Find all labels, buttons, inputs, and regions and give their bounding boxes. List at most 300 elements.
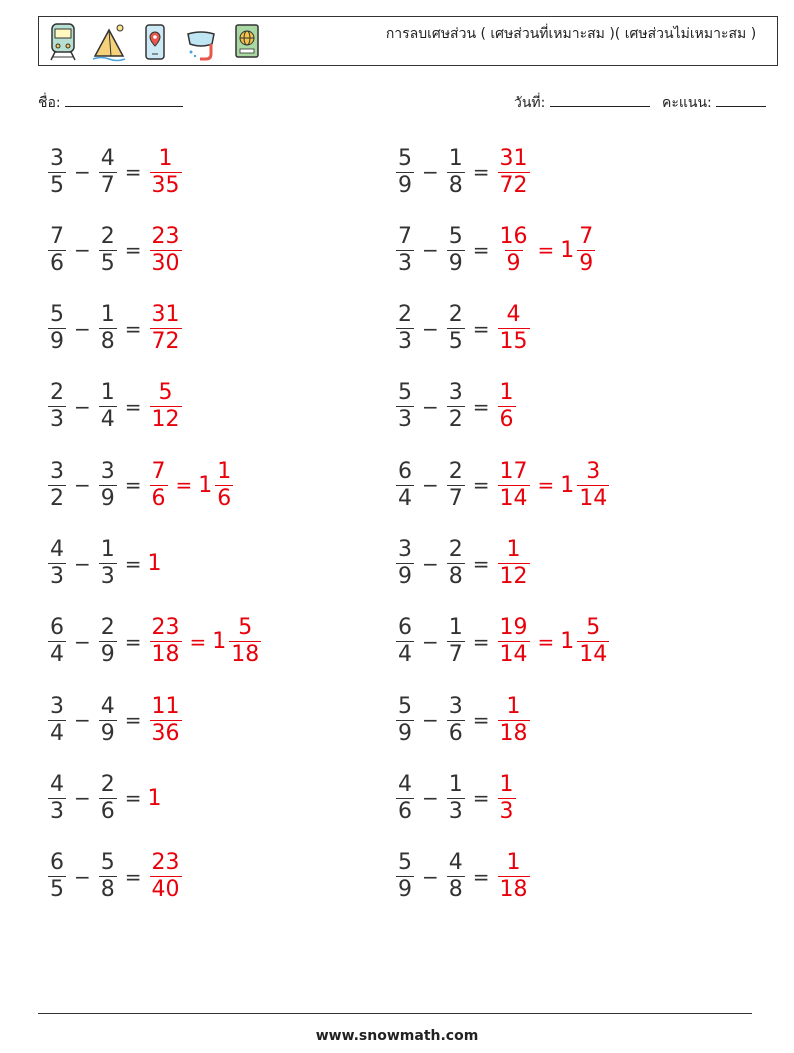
minus-sign: −: [74, 786, 91, 811]
mixed-whole: 1: [560, 237, 575, 263]
fraction-b-denominator: 2: [448, 407, 463, 433]
fraction-b-denominator: 3: [100, 564, 115, 589]
fraction-a-numerator: 3: [50, 693, 64, 719]
problem-item: [394, 377, 518, 437]
fraction-b-numerator: 4: [100, 145, 115, 171]
fraction-b: [99, 694, 117, 747]
fraction-a-denominator: 3: [50, 407, 64, 433]
equals-sign: =: [189, 629, 207, 654]
fraction-b: [447, 615, 465, 668]
answer-fraction: [150, 459, 168, 512]
problem-item: [46, 847, 184, 907]
name-line[interactable]: [65, 92, 183, 107]
fraction-a: [48, 850, 66, 903]
fraction-a: [396, 459, 414, 512]
minus-sign: −: [422, 316, 439, 341]
fraction-b-denominator: 9: [448, 250, 463, 276]
answer-fraction: [498, 850, 530, 903]
fraction-b-denominator: 9: [100, 485, 115, 511]
answer: [148, 786, 163, 811]
fraction-b: [447, 459, 465, 512]
fraction-b: [99, 302, 117, 355]
answer-fraction: [150, 302, 182, 355]
minus-sign: −: [74, 394, 91, 419]
answer-fraction-numerator: 31: [499, 145, 528, 171]
fraction-a-numerator: 7: [50, 223, 64, 249]
minus-sign: −: [422, 394, 439, 419]
fraction-a-numerator: 6: [398, 458, 412, 484]
fraction-b: [447, 850, 465, 903]
fraction-a-numerator: 4: [50, 771, 64, 797]
minus-sign: −: [422, 473, 439, 498]
answer: [496, 302, 532, 355]
name-field: [38, 92, 183, 114]
problem-item: [46, 299, 184, 359]
mixed-whole: 1: [212, 629, 227, 655]
fraction-b-denominator: 7: [448, 642, 463, 668]
equals-sign: =: [472, 473, 490, 498]
answer-fraction-numerator: 4: [506, 302, 521, 328]
fraction-a-denominator: 4: [398, 642, 412, 668]
problem-item: [394, 847, 532, 907]
fraction-a: [396, 772, 414, 825]
problem-item: [46, 142, 184, 202]
date-label: วันที่:: [514, 95, 546, 111]
problem-item: [46, 455, 235, 515]
fraction-a: [48, 224, 66, 277]
mixed-whole: 1: [560, 629, 575, 655]
answer-fraction: [498, 380, 516, 433]
fraction-a-numerator: 4: [398, 771, 412, 797]
equals-sign: =: [472, 160, 490, 184]
date-field: [514, 92, 650, 114]
passport-icon: [231, 22, 263, 62]
minus-sign: −: [74, 473, 91, 498]
fraction-b-numerator: 3: [100, 458, 115, 484]
answer-fraction-numerator: 23: [151, 223, 180, 249]
fraction-b: [99, 459, 117, 512]
fraction-a-numerator: 2: [50, 380, 64, 406]
header-box: [38, 16, 778, 66]
equals-sign: =: [124, 473, 142, 498]
fraction-b: [99, 224, 117, 277]
fraction-a-denominator: 5: [50, 877, 64, 903]
fraction-b: [99, 380, 117, 433]
answer: [148, 224, 184, 277]
answer-fraction-denominator: 12: [499, 564, 528, 589]
answer-fraction: [498, 459, 530, 512]
answer: [496, 694, 532, 747]
problem-item: [394, 534, 532, 594]
phone-map-icon: [139, 22, 171, 62]
equals-sign: =: [124, 708, 142, 733]
answer: [496, 459, 612, 512]
equals-sign: =: [472, 316, 490, 341]
fraction-a-denominator: 6: [50, 250, 64, 276]
problem-item: [394, 768, 518, 828]
fraction-b-numerator: 4: [448, 850, 463, 876]
score-label: คะแนน:: [662, 95, 712, 111]
problem-item: [46, 220, 184, 280]
pyramid-icon: [91, 22, 127, 62]
fraction-a: [48, 694, 66, 747]
mixed-fraction: [229, 615, 261, 668]
answer-fraction-numerator: 11: [151, 693, 180, 719]
mixed-fraction: [577, 224, 595, 277]
fraction-a: [396, 615, 414, 668]
fraction-b-numerator: 1: [448, 771, 463, 797]
fraction-a-numerator: 6: [50, 850, 64, 876]
footer-url[interactable]: www.snowmath.com: [315, 1028, 479, 1044]
fraction-b-denominator: 8: [448, 877, 463, 903]
answer-fraction-denominator: 36: [151, 720, 180, 746]
fraction-b-numerator: 2: [448, 537, 463, 562]
fraction-a-denominator: 3: [398, 250, 412, 276]
answer-fraction: [498, 224, 530, 277]
fraction-a-numerator: 5: [398, 850, 412, 876]
answer-fraction-numerator: 16: [499, 223, 528, 249]
fraction-b-numerator: 5: [448, 223, 463, 249]
minus-sign: −: [74, 864, 91, 889]
mixed-denominator: 18: [231, 642, 260, 668]
answer-fraction-denominator: 18: [499, 720, 528, 746]
answer: [148, 380, 184, 433]
fraction-b: [447, 694, 465, 747]
answer: [148, 146, 184, 199]
fraction-b-denominator: 6: [100, 798, 115, 824]
fraction-b: [447, 537, 465, 590]
mixed-numerator: 7: [579, 223, 594, 249]
fraction-b: [99, 850, 117, 903]
problem-item: [394, 142, 532, 202]
problem-item: [46, 612, 263, 672]
footer-divider: [38, 1013, 752, 1014]
answer: [496, 380, 518, 433]
answer: [496, 146, 532, 199]
fraction-b-numerator: 1: [100, 537, 115, 562]
mixed-whole: 1: [560, 472, 575, 498]
equals-sign: =: [124, 316, 142, 341]
date-line[interactable]: [550, 92, 650, 107]
fraction-a-numerator: 3: [398, 537, 412, 562]
fraction-b-numerator: 1: [100, 380, 115, 406]
fraction-a-denominator: 3: [398, 329, 412, 355]
answer-whole: 1: [147, 551, 162, 576]
answer-fraction-numerator: 7: [151, 458, 166, 484]
fraction-a-numerator: 7: [398, 223, 412, 249]
fraction-a: [48, 459, 66, 512]
equals-sign: =: [472, 551, 490, 576]
mixed-numerator: 3: [586, 458, 601, 484]
mixed-whole: 1: [198, 472, 213, 498]
minus-sign: −: [74, 238, 91, 263]
fraction-a: [48, 146, 66, 199]
answer-fraction-numerator: 1: [499, 380, 514, 406]
equals-sign: =: [537, 629, 555, 654]
fraction-a-denominator: 9: [50, 329, 64, 355]
answer-whole: 1: [147, 785, 162, 811]
answer-fraction-numerator: 23: [151, 850, 180, 876]
fraction-a-numerator: 2: [398, 302, 412, 328]
fraction-b: [447, 302, 465, 355]
minus-sign: −: [422, 160, 439, 184]
mixed-denominator: 9: [579, 250, 594, 276]
fraction-b-numerator: 4: [100, 693, 115, 719]
fraction-a: [48, 302, 66, 355]
fraction-b: [447, 380, 465, 433]
answer-fraction: [150, 224, 182, 277]
equals-sign: =: [472, 786, 490, 811]
fraction-b-numerator: 2: [100, 223, 115, 249]
answer: [496, 615, 612, 668]
answer-fraction-numerator: 1: [506, 537, 521, 562]
answer-fraction-denominator: 15: [499, 329, 528, 355]
answer-fraction-numerator: 1: [506, 850, 521, 876]
answer-fraction-denominator: 12: [151, 407, 180, 433]
fraction-a-denominator: 5: [50, 172, 64, 198]
fraction-b-numerator: 3: [448, 693, 463, 719]
problem-item: [46, 768, 163, 828]
answer-fraction-denominator: 6: [151, 485, 166, 511]
equals-sign: =: [472, 629, 490, 654]
fraction-a: [48, 380, 66, 433]
answer-fraction-denominator: 9: [506, 250, 521, 276]
mixed-fraction: [577, 459, 609, 512]
answer-fraction-numerator: 5: [158, 380, 173, 406]
answer-fraction-numerator: 1: [506, 693, 521, 719]
mixed-fraction: [215, 459, 233, 512]
fraction-a: [396, 850, 414, 903]
fraction-a: [396, 537, 414, 590]
mixed-denominator: 14: [579, 485, 608, 511]
minus-sign: −: [422, 708, 439, 733]
fraction-b-numerator: 2: [100, 771, 115, 797]
problem-item: [46, 377, 184, 437]
minus-sign: −: [74, 316, 91, 341]
minus-sign: −: [422, 551, 439, 576]
answer-fraction: [498, 615, 530, 668]
fraction-b: [99, 615, 117, 668]
problem-item: [46, 534, 163, 594]
answer-fraction: [150, 850, 182, 903]
fraction-a: [48, 615, 66, 668]
equals-sign: =: [124, 551, 142, 576]
fraction-b: [99, 146, 117, 199]
minus-sign: −: [422, 786, 439, 811]
fraction-a-numerator: 4: [50, 537, 64, 562]
answer-fraction-denominator: 6: [499, 407, 514, 433]
fraction-b: [447, 224, 465, 277]
header-icons: [47, 21, 263, 63]
answer-fraction-denominator: 18: [151, 642, 180, 668]
mixed-numerator: 1: [217, 458, 232, 484]
fraction-a: [48, 772, 66, 825]
fraction-a-numerator: 5: [398, 145, 412, 171]
fraction-b-denominator: 8: [100, 329, 115, 355]
mixed-numerator: 5: [586, 615, 601, 641]
answer-fraction: [150, 146, 182, 199]
name-label: ชื่อ:: [38, 95, 61, 111]
minus-sign: −: [422, 629, 439, 654]
fraction-b-denominator: 7: [448, 485, 463, 511]
answer: [148, 615, 264, 668]
fraction-a-numerator: 5: [50, 302, 64, 328]
mixed-fraction: [577, 615, 609, 668]
mixed-denominator: 14: [579, 642, 608, 668]
fraction-b-denominator: 8: [448, 172, 463, 198]
minus-sign: −: [74, 160, 91, 184]
fraction-b-numerator: 2: [448, 302, 463, 328]
fraction-b-numerator: 1: [100, 302, 115, 328]
fraction-a-numerator: 6: [398, 615, 412, 641]
answer: [148, 459, 236, 512]
fraction-a-denominator: 4: [398, 485, 412, 511]
minus-sign: −: [422, 864, 439, 889]
fraction-b-denominator: 8: [448, 564, 463, 589]
answer: [496, 850, 532, 903]
equals-sign: =: [537, 238, 555, 263]
fraction-a: [396, 694, 414, 747]
fraction-a-denominator: 4: [50, 642, 64, 668]
fraction-b-denominator: 8: [100, 877, 115, 903]
fraction-a-denominator: 4: [50, 720, 64, 746]
answer-fraction-denominator: 3: [499, 798, 514, 824]
problem-item: [394, 455, 611, 515]
answer: [148, 850, 184, 903]
fraction-b-denominator: 5: [100, 250, 115, 276]
answer: [148, 694, 184, 747]
mixed-numerator: 5: [238, 615, 253, 641]
fraction-b-numerator: 2: [100, 615, 115, 641]
answer-fraction-denominator: 14: [499, 485, 528, 511]
fraction-a-numerator: 3: [50, 458, 64, 484]
equals-sign: =: [472, 708, 490, 733]
answer-fraction: [498, 694, 530, 747]
worksheet-title: การลบเศษส่วน ( เศษส่วนที่เหมาะสม )( เศษส่วนไม่เหมาะสม ): [385, 26, 757, 42]
answer-fraction-denominator: 14: [499, 642, 528, 668]
fraction-a: [396, 302, 414, 355]
fraction-b-numerator: 1: [448, 615, 463, 641]
fraction-b-denominator: 4: [100, 407, 115, 433]
answer: [496, 537, 532, 590]
minus-sign: −: [74, 629, 91, 654]
equals-sign: =: [472, 394, 490, 419]
fraction-a-denominator: 6: [398, 798, 412, 824]
answer-fraction-denominator: 40: [151, 877, 180, 903]
fraction-b-denominator: 9: [100, 642, 115, 668]
fraction-a: [396, 224, 414, 277]
equals-sign: =: [472, 238, 490, 263]
fraction-a: [48, 537, 66, 590]
fraction-a-numerator: 5: [398, 693, 412, 719]
fraction-a-numerator: 6: [50, 615, 64, 641]
fraction-a-numerator: 3: [50, 145, 64, 171]
answer-fraction-numerator: 1: [499, 771, 514, 797]
equals-sign: =: [124, 238, 142, 263]
fraction-a-denominator: 9: [398, 564, 412, 589]
fraction-b: [447, 772, 465, 825]
fraction-b-denominator: 9: [100, 720, 115, 746]
equals-sign: =: [472, 864, 490, 889]
answer-fraction-numerator: 19: [499, 615, 528, 641]
fraction-a-denominator: 2: [50, 485, 64, 511]
answer-fraction-numerator: 1: [158, 145, 173, 171]
fraction-a: [396, 146, 414, 199]
fraction-b-numerator: 3: [448, 380, 463, 406]
answer-fraction: [150, 615, 182, 668]
answer: [496, 772, 518, 825]
fraction-b: [447, 146, 465, 199]
answer-fraction-denominator: 30: [151, 250, 180, 276]
fraction-b-denominator: 6: [448, 720, 463, 746]
minus-sign: −: [74, 708, 91, 733]
fraction-a-denominator: 9: [398, 877, 412, 903]
score-field: [662, 92, 766, 114]
equals-sign: =: [124, 394, 142, 419]
answer-fraction-denominator: 72: [499, 172, 528, 198]
equals-sign: =: [124, 629, 142, 654]
answer-fraction: [498, 146, 530, 199]
problem-item: [46, 690, 184, 750]
fraction-a-denominator: 9: [398, 172, 412, 198]
answer: [148, 551, 163, 576]
fraction-b-numerator: 5: [100, 850, 115, 876]
snorkel-icon: [183, 22, 219, 62]
answer-fraction-denominator: 18: [499, 877, 528, 903]
answer-fraction-numerator: 17: [499, 458, 528, 484]
answer-fraction: [150, 694, 182, 747]
fraction-a-denominator: 3: [398, 407, 412, 433]
answer-fraction-numerator: 31: [151, 302, 180, 328]
answer-fraction: [498, 537, 530, 590]
equals-sign: =: [537, 473, 555, 498]
fraction-b-denominator: 3: [448, 798, 463, 824]
equals-sign: =: [124, 786, 142, 811]
score-line[interactable]: [716, 92, 766, 107]
answer-fraction: [498, 772, 516, 825]
minus-sign: −: [422, 238, 439, 263]
fraction-b: [99, 537, 117, 590]
equals-sign: =: [175, 473, 193, 498]
fraction-a-numerator: 5: [398, 380, 412, 406]
minus-sign: −: [74, 551, 91, 576]
fraction-a-denominator: 3: [50, 564, 64, 589]
equals-sign: =: [124, 160, 142, 184]
answer-fraction-denominator: 72: [151, 329, 180, 355]
answer-fraction-denominator: 35: [151, 172, 180, 198]
mixed-denominator: 6: [217, 485, 232, 511]
fraction-a-denominator: 9: [398, 720, 412, 746]
answer: [148, 302, 184, 355]
problem-item: [394, 220, 597, 280]
fraction-a-denominator: 3: [50, 798, 64, 824]
answer-fraction-numerator: 23: [151, 615, 180, 641]
answer-fraction: [150, 380, 182, 433]
fraction-b-numerator: 1: [448, 145, 463, 171]
fraction-b-numerator: 2: [448, 458, 463, 484]
problem-item: [394, 299, 532, 359]
equals-sign: =: [124, 864, 142, 889]
fraction-b-denominator: 5: [448, 329, 463, 355]
fraction-b-denominator: 7: [100, 172, 115, 198]
problem-item: [394, 690, 532, 750]
train-icon: [47, 22, 79, 62]
problem-item: [394, 612, 611, 672]
answer: [496, 224, 598, 277]
answer-fraction: [498, 302, 530, 355]
fraction-a: [396, 380, 414, 433]
fraction-b: [99, 772, 117, 825]
